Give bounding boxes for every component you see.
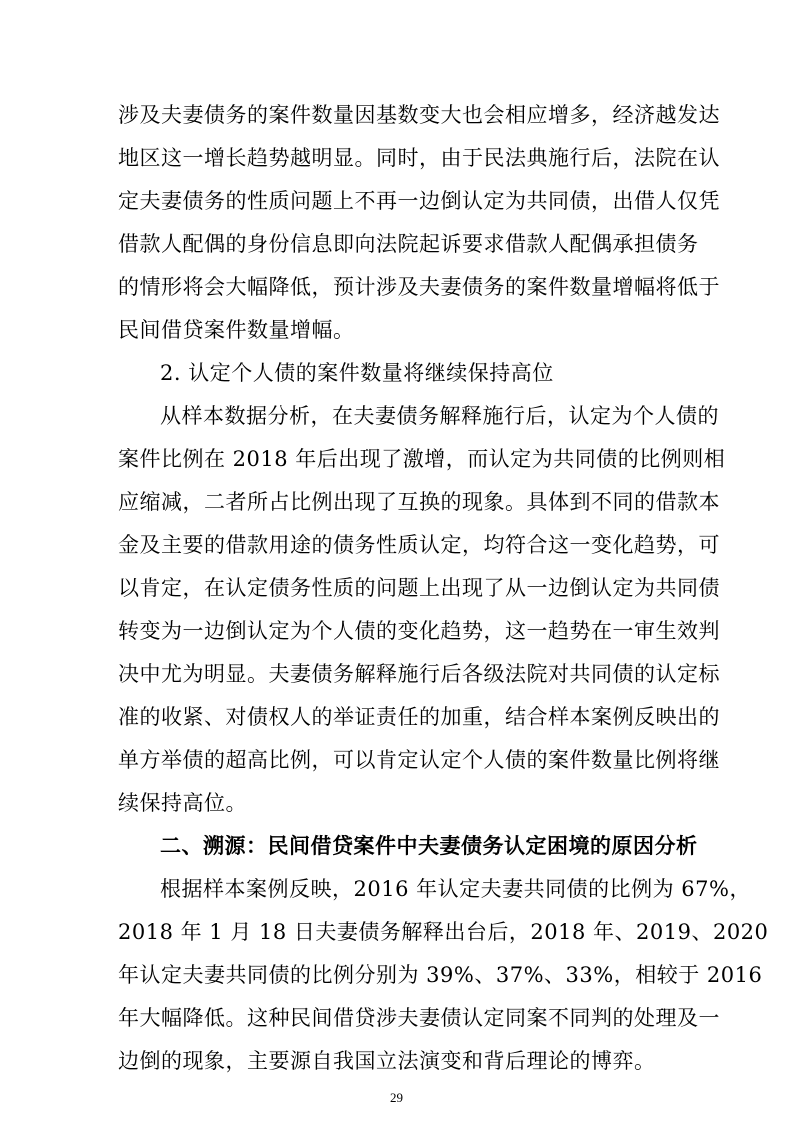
body-text-line: 应缩减，二者所占比例出现了互换的现象。具体到不同的借款本 [118,490,720,514]
body-text-line: 根据样本案例反映，2016 年认定夫妻共同债的比例为 67%， [160,877,751,901]
body-text-line: 单方举债的超高比例，可以肯定认定个人债的案件数量比例将继 [118,748,720,772]
body-text-line: 年大幅降低。这种民间借贷涉夫妻债认定同案不同判的处理及一 [118,1006,720,1030]
body-text-line: 决中尤为明显。夫妻债务解释施行后各级法院对共同债的认定标 [118,662,720,686]
body-text-line: 转变为一边倒认定为个人债的变化趋势，这一趋势在一审生效判 [118,619,720,643]
body-text-line: 续保持高位。 [118,791,247,815]
body-text-line: 借款人配偶的身份信息即向法院起诉要求借款人配偶承担债务 [118,232,699,256]
body-text-line: 地区这一增长趋势越明显。同时，由于民法典施行后，法院在认 [118,146,720,170]
body-text-line: 定夫妻债务的性质问题上不再一边倒认定为共同债，出借人仅凭 [118,189,720,213]
body-text-line: 从样本数据分析，在夫妻债务解释施行后，认定为个人债的 [160,404,719,428]
body-text-line: 金及主要的借款用途的债务性质认定，均符合这一变化趋势，可 [118,533,720,557]
body-text-line: 边倒的现象，主要源自我国立法演变和背后理论的博弈。 [118,1049,656,1073]
body-text-line: 民间借贷案件数量增幅。 [118,318,355,342]
body-text-line: 涉及夫妻债务的案件数量因基数变大也会相应增多，经济越发达 [118,103,720,127]
section-subheading: 2. 认定个人债的案件数量将继续保持高位 [160,361,554,385]
section-heading: 二、溯源：民间借贷案件中夫妻债务认定困境的原因分析 [160,834,698,858]
body-text-line: 2018 年 1 月 18 日夫妻债务解释出台后，2018 年、2019、2020 [118,920,769,944]
body-text-line: 的情形将会大幅降低，预计涉及夫妻债务的案件数量增幅将低于 [118,275,720,299]
body-text-line: 准的收紧、对债权人的举证责任的加重，结合样本案例反映出的 [118,705,720,729]
body-text-line: 年认定夫妻共同债的比例分别为 39%、37%、33%，相较于 2016 [118,963,763,987]
body-text-line: 以肯定，在认定债务性质的问题上出现了从一边倒认定为共同债 [118,576,720,600]
page-number: 29 [390,1090,403,1105]
body-text-line: 案件比例在 2018 年后出现了激增，而认定为共同债的比例则相 [118,447,726,471]
